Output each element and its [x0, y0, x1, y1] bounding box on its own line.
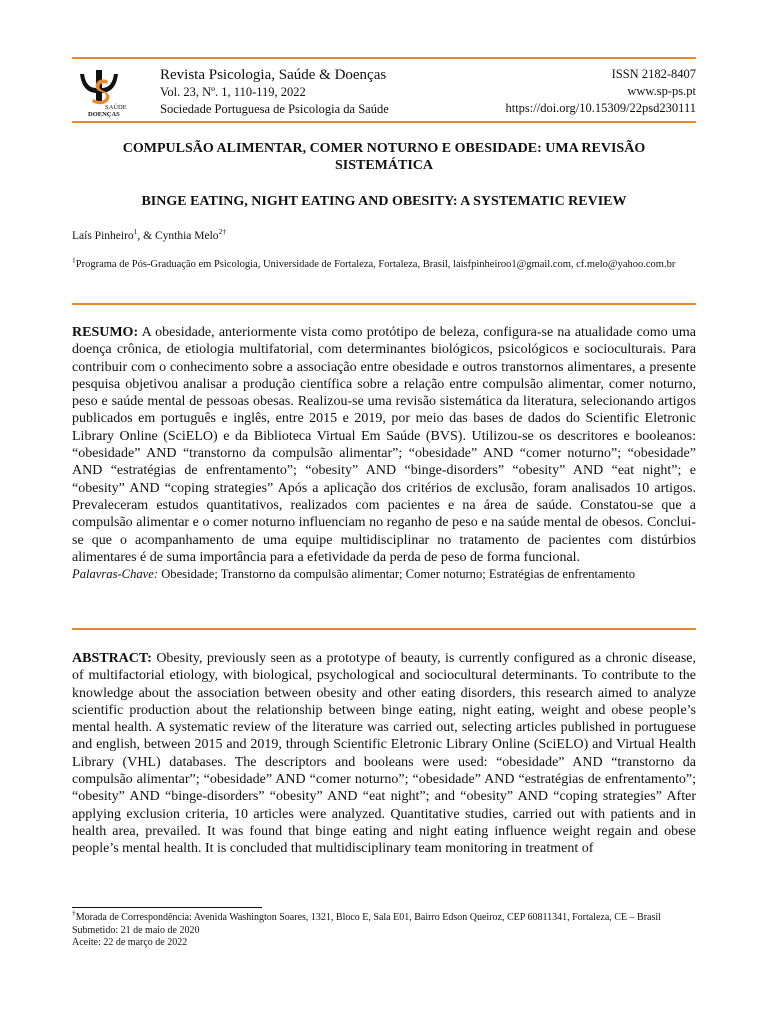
journal-name: Revista Psicologia, Saúde & Doenças	[160, 67, 387, 83]
website-link[interactable]: www.sp-ps.pt	[627, 84, 696, 98]
affiliation-mark: 1	[72, 255, 76, 265]
abstract-label: ABSTRACT:	[72, 651, 152, 666]
accepted-date: Aceite: 22 de março de 2022	[72, 937, 188, 948]
logo-text-bottom: DOENÇAS	[88, 111, 120, 118]
header-right	[505, 66, 696, 117]
keywords-text: Obesidade; Transtorno da compulsão alimentar; Comer noturno; Estratégias de enfrentamento	[158, 567, 636, 582]
header-left	[160, 66, 389, 118]
footnotes	[72, 908, 696, 950]
author-2-affil-mark: 2†	[218, 227, 227, 237]
doi-link[interactable]: https://doi.org/10.15309/22psd230111	[505, 101, 696, 115]
abstract-top-rule	[72, 628, 696, 630]
abstract-section	[72, 650, 696, 858]
title-portuguese: COMPULSÃO ALIMENTAR, COMER NOTURNO E OBESIDADE: UMA REVISÃO SISTEMÁTICA	[122, 141, 646, 173]
footnote-rule	[72, 907, 262, 908]
author-separator: , &	[137, 230, 155, 242]
issn: ISSN 2182-8407	[611, 67, 696, 81]
header-top-rule	[72, 57, 696, 59]
abstract-text: Obesity, previously seen as a prototype of beauty, is currently configured as a chronic disease, of multifactorial etiology, with biological, psychological and sociocultural determinants. To contribute to the knowledge about the association between obesity and other eating disorders, this research aimed to analyze scientific production about the relationship between binge eating, night eating, weight and obese people’s mental health. A systematic review of the literature was carried out, selecting articles published in portuguese and english, between 2015 and 2019, through Scientific Eletronic Library Online (SciELO) and Virtual Health Library (VHL) databases. The descriptors and booleans were used: “obesidade” AND “transtorno da compulsão alimentar”; “obesidade” AND “comer noturno”; “obesidade” AND “estratégias de enfrentamento”; “obesity” AND “binge-disorders” “obesity” AND “eat night”; and “obesity” AND “coping strategies” After applying exclusion criteria, 10 articles were analyzed. Quantitative studies, carried out with patients and in health area, prevailed. It was found that binge eating and night eating influence weight regain and obese people’s mental health. It is concluded that multidisciplinary team monitoring in treatment of	[72, 651, 696, 857]
header-bottom-rule	[72, 121, 696, 123]
author-2: Cynthia Melo	[154, 230, 219, 242]
submitted-date: Submetido: 21 de maio de 2020	[72, 924, 200, 936]
resumo-top-rule	[72, 303, 696, 305]
resumo-section	[72, 324, 696, 583]
correspondence-note	[72, 908, 696, 925]
title-english: BINGE EATING, NIGHT EATING AND OBESITY: A SYSTEMATIC REVIEW	[141, 194, 627, 209]
affiliation-text: Programa de Pós-Graduação em Psicologia, Universidade de Fortaleza, Fortaleza, Brasil, laisfpinheiroo1@gmail.com, cf.melo@yahoo.com.br	[75, 259, 676, 270]
keywords-pt	[72, 566, 696, 583]
resumo-label: RESUMO:	[72, 325, 139, 340]
keywords-label: Palavras-Chave:	[72, 567, 159, 582]
author-1: Laís Pinheiro	[72, 230, 134, 242]
resumo-text: A obesidade, anteriormente vista como protótipo de beleza, configura-se na atualidade como uma doença crônica, de etiologia multifatorial, com determinantes biológicos, psicológicos e socioculturais. Para contribuir com o conhecimento sobre a associação entre obesidade e outros transtornos alimentares, a presente pesquisa objetivou analisar a produção científica sobre a relação entre compulsão alimentar, comer noturno, peso e saúde mental de pessoas obesas. Realizou-se uma revisão sistemática da literatura, selecionando artigos publicados em português e inglês, entre 2015 e 2019, por meio das bases de dados do Scientific Eletronic Library Online (SciELO) e da Biblioteca Virtual Em Saúde (BVS). Utilizou-se os descritores e booleanos: “obesidade” AND “transtorno da compulsão alimentar”; “obesidade” AND “comer noturno”; “obesidade” AND “estratégias de enfrentamento”; “obesity” AND “binge-disorders” “obesity” AND “eat night”; e “obesity” AND “coping strategies” Após a aplicação dos critérios de exclusão, foram analisados 10 artigos. Prevaleceram estudos quantitativos, realizados com pacientes e na área de saúde. Constatou-se que a compulsão alimentar e o comer noturno influenciam no reganho de peso e na saúde mental de obesos. Conclui-se que o acompanhamento de uma equipe multidisciplinar no tratamento de pacientes com distúrbios alimentares é de suma importância para a efetividade da perda de peso de forma funcional.	[72, 325, 696, 565]
society-name: Sociedade Portuguesa de Psicologia da Saúde	[160, 102, 389, 116]
affiliation	[72, 255, 696, 272]
correspondence-mark: †	[72, 908, 76, 918]
volume-line: Vol. 23, Nº. 1, 110-119, 2022	[160, 85, 306, 99]
authors	[72, 227, 227, 242]
author-1-affil-mark: 1	[133, 227, 138, 237]
logo-text-top: SAÚDE	[105, 104, 127, 111]
journal-logo	[74, 66, 127, 118]
journal-header	[72, 66, 696, 118]
correspondence-text: Morada de Correspondência: Avenida Washington Soares, 1321, Bloco E, Sala E01, Bairro Edson Queiroz, CEP 60811341, Fortaleza, CE – Brasil	[75, 912, 661, 923]
